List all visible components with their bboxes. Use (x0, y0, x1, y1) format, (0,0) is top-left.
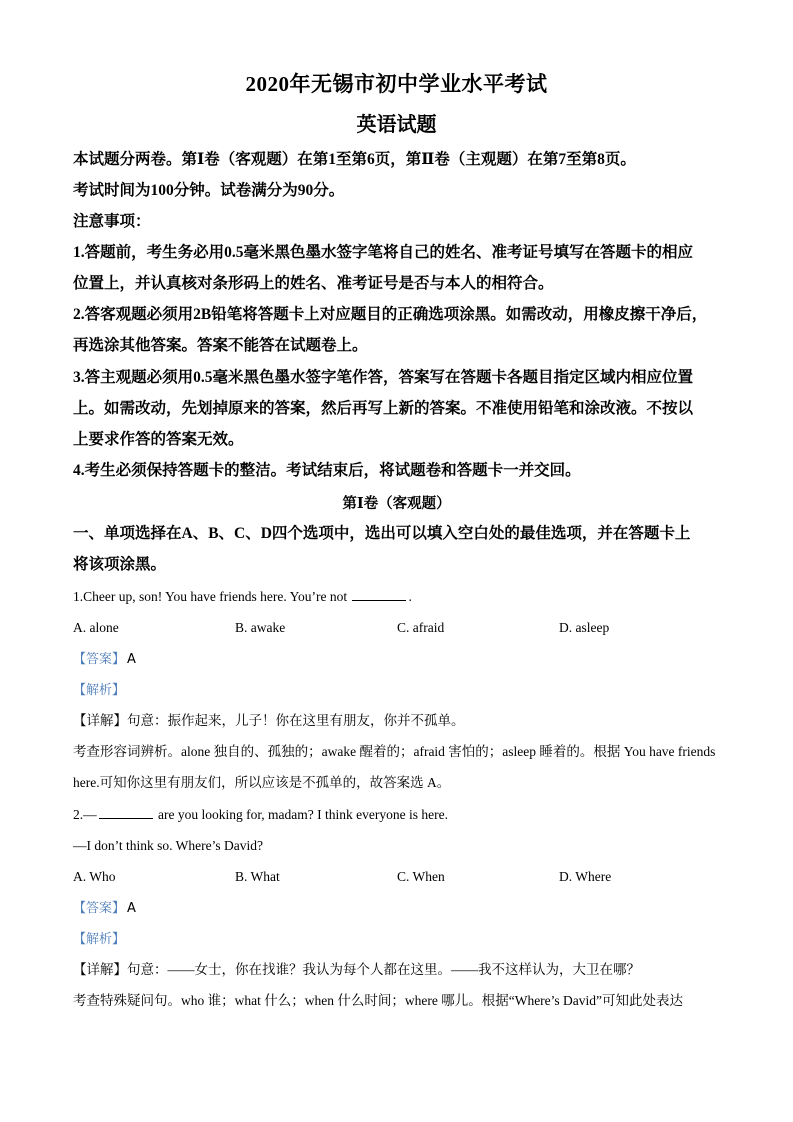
section-instruction: 将该项涂黑。 (73, 556, 167, 573)
question-2-analysis-tag (73, 928, 723, 951)
analysis-tag: 【解析】 (73, 683, 126, 698)
question-1-stem (73, 586, 723, 608)
answer-value: A (127, 652, 136, 667)
exam-subtitle: 英语试题 (356, 114, 437, 136)
option-b: B. awake (235, 620, 286, 635)
question-stem-text: 2.— (73, 807, 97, 822)
question-stem-text: 1.Cheer up, son! You have friends here. You’re not (73, 589, 348, 604)
answer-blank (352, 586, 406, 601)
question-2-stem (73, 804, 723, 826)
question-2-options (73, 866, 723, 888)
answer-value: A (127, 901, 136, 916)
answer-tag: 【答案】 (73, 652, 126, 667)
notice-line: 位置上，并认真核对条形码上的姓名、准考证号是否与本人的相符合。 (73, 275, 554, 292)
question-1-detail: 【详解】句意：振作起来，儿子！你在这里有朋友，你并不孤单。 (73, 713, 465, 728)
notice-line: 1.答题前，考生务必用0.5毫米黑色墨水签字笔将自己的姓名、准考证号填写在答题卡的相应 (73, 244, 694, 261)
option-c: C. afraid (397, 620, 445, 635)
question-1-options (73, 617, 723, 639)
notice-line: 2.答客观题必须用2B铅笔将答题卡上对应题目的正确选项涂黑。如需改动，用橡皮擦干净后， (73, 306, 708, 323)
question-2-stem-line-2: —I don’t think so. Where’s David? (73, 838, 263, 853)
exam-title: 2020年无锡市初中学业水平考试 (245, 72, 548, 96)
notice-line: 4.考生必须保持答题卡的整洁。考试结束后，将试题卷和答题卡一并交回。 (73, 462, 581, 479)
question-2-answer (73, 897, 723, 920)
intro-line-1: 本试题分两卷。第Ⅰ卷（客观题）在第1至第6页，第Ⅱ卷（主观题）在第7至第8页。 (73, 151, 636, 168)
option-b: B. What (235, 869, 280, 884)
question-2-detail: 【详解】句意：——女士，你在找谁？我认为每个人都在这里。——我不这样认为，大卫在哪？ (73, 962, 640, 977)
section-heading: 第Ⅰ卷（客观题） (342, 496, 451, 512)
question-2-detail: 考查特殊疑问句。who 谁；what 什么；when 什么时间；where 哪儿。根据“Where’s David”可知此处表达 (73, 993, 684, 1008)
answer-blank (99, 804, 153, 819)
option-c: C. When (397, 869, 445, 884)
notice-line: 上要求作答的答案无效。 (73, 431, 244, 448)
question-1-analysis-tag (73, 679, 723, 702)
analysis-tag: 【解析】 (73, 932, 126, 947)
question-stem-text: . (408, 589, 412, 604)
intro-line-2: 考试时间为100分钟。试卷满分为90分。 (73, 182, 345, 199)
answer-tag: 【答案】 (73, 901, 126, 916)
question-1-detail: 考查形容词辨析。alone 独自的、孤独的；awake 醒着的；afraid 害怕的；asleep 睡着的。根据 You have friends (73, 744, 716, 759)
notice-heading: 注意事项： (73, 213, 151, 230)
option-d: D. asleep (559, 620, 610, 635)
option-a: A. alone (73, 620, 119, 635)
option-a: A. Who (73, 869, 116, 884)
notice-line: 上。如需改动，先划掉原来的答案，然后再写上新的答案。不准使用铅笔和涂改液。不按以 (73, 400, 694, 417)
question-1-detail: here.可知你这里有朋友们，所以应该是不孤单的，故答案选 A。 (73, 775, 451, 790)
question-1-answer (73, 648, 723, 671)
notice-line: 再选涂其他答案。答案不能答在试题卷上。 (73, 337, 368, 354)
notice-line: 3.答主观题必须用0.5毫米黑色墨水签字笔作答，答案写在答题卡各题目指定区域内相应位置 (73, 369, 694, 386)
option-d: D. Where (559, 869, 612, 884)
question-stem-text: are you looking for, madam? I think everyone is here. (158, 807, 448, 822)
section-instruction: 一、单项选择在A、B、C、D四个选项中，选出可以填入空白处的最佳选项，并在答题卡上 (73, 525, 691, 542)
